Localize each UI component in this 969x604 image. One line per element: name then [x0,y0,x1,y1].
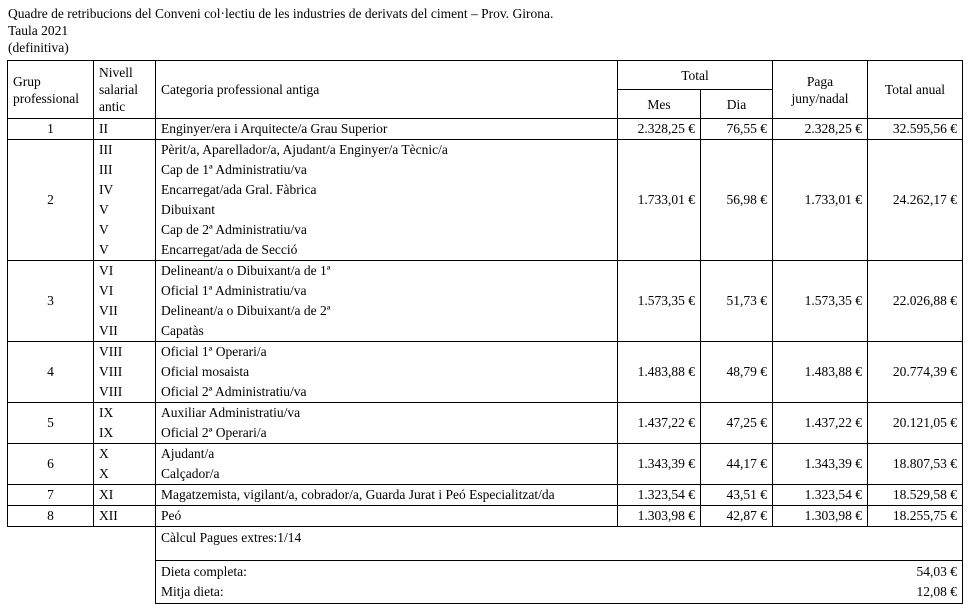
dia-value: 44,17 € [701,444,773,485]
categoria-item: Encarregat/ada Gral. Fàbrica [161,182,317,197]
mes-value: 1.573,35 € [618,261,701,342]
dia-value: 43,51 € [701,485,773,506]
categoria-item: Auxiliar Administratiu/va [161,405,301,420]
mes-value: 1.733,01 € [618,140,701,261]
total-anual-value: 22.026,88 € [868,261,963,342]
nivell-list [94,261,156,342]
header-mes: Mes [618,90,701,119]
nivell-item: XI [99,487,114,502]
nivell-item: V [99,222,109,237]
empty-cell [773,527,868,561]
mes-value: 1.303,98 € [618,506,701,527]
grup-number: 5 [8,403,94,444]
total-anual-value: 18.255,75 € [868,506,963,527]
paga-value: 1.437,22 € [773,403,868,444]
categoria-list [156,444,618,485]
group-row-6 [8,444,963,485]
nivell-item: VIII [99,364,123,379]
paga-value: 1.483,88 € [773,342,868,403]
categoria-item: Cap de 2ª Administratiu/va [161,222,307,237]
total-anual-value: 32.595,56 € [868,119,963,140]
header-grup-professional: Grup professional [8,61,94,119]
dieta-completa-value: 54,03 € [916,564,957,579]
group-row-5 [8,403,963,444]
categoria-item: Dibuixant [161,202,215,217]
nivell-list [94,485,156,506]
total-anual-value: 20.774,39 € [868,342,963,403]
mitja-dieta-label: Mitja dieta: [161,584,224,599]
categoria-item: Oficial 2ª Administratiu/va [161,384,307,399]
total-anual-value: 18.807,53 € [868,444,963,485]
categoria-list [156,342,618,403]
nivell-list [94,403,156,444]
categoria-list [156,485,618,506]
categoria-item: Peó [161,508,182,523]
blank-cell [8,561,156,604]
categoria-item: Oficial 2ª Operari/a [161,425,267,440]
footer-calcul-row [8,527,963,561]
mes-value: 1.437,22 € [618,403,701,444]
mitja-dieta-value: 12,08 € [916,584,957,599]
document-title-block [8,5,553,56]
nivell-item: V [99,202,109,217]
dia-value: 76,55 € [701,119,773,140]
header-categoria: Categoria professional antiga [156,61,618,119]
empty-cell [701,527,773,561]
mes-value: 2.328,25 € [618,119,701,140]
nivell-item: VIII [99,344,123,359]
nivell-list [94,342,156,403]
grup-number: 2 [8,140,94,261]
paga-value: 1.573,35 € [773,261,868,342]
nivell-item: VIII [99,384,123,399]
nivell-item: XII [99,508,118,523]
dia-value: 56,98 € [701,140,773,261]
paga-value: 2.328,25 € [773,119,868,140]
dia-value: 47,25 € [701,403,773,444]
nivell-item: IX [99,425,114,440]
categoria-item: Pèrit/a, Aparellador/a, Ajudant/a Enginyer/a Tècnic/a [161,142,448,157]
group-row-8 [8,506,963,527]
empty-cell [618,527,701,561]
dieta-completa-label: Dieta completa: [161,564,247,579]
header-dia: Dia [701,90,773,119]
empty-cell [701,561,773,604]
grup-number: 1 [8,119,94,140]
empty-cell [618,561,701,604]
categoria-list [156,140,618,261]
categoria-list [156,506,618,527]
nivell-list [94,140,156,261]
nivell-item: X [99,446,109,461]
categoria-list [156,119,618,140]
nivell-item: II [99,121,108,136]
group-row-2 [8,140,963,261]
categoria-item: Oficial 1ª Administratiu/va [161,283,307,298]
grup-number: 4 [8,342,94,403]
header-row-1 [8,61,963,90]
total-anual-value: 24.262,17 € [868,140,963,261]
categoria-list [156,403,618,444]
paga-value: 1.303,98 € [773,506,868,527]
mes-value: 1.323,54 € [618,485,701,506]
dia-value: 48,79 € [701,342,773,403]
nivell-item: V [99,242,109,257]
paga-value: 1.733,01 € [773,140,868,261]
group-row-7 [8,485,963,506]
nivell-item: X [99,466,109,481]
grup-number: 8 [8,506,94,527]
paga-value: 1.323,54 € [773,485,868,506]
nivell-list [94,119,156,140]
categoria-item: Delineant/a o Dibuixant/a de 1ª [161,263,331,278]
dia-value: 42,87 € [701,506,773,527]
header-nivell-salarial: Nivell salarial antic [94,61,156,119]
blank-cell [8,527,156,561]
mes-value: 1.343,39 € [618,444,701,485]
header-total: Total [618,61,773,90]
nivell-item: VI [99,263,114,278]
total-anual-value: 18.529,58 € [868,485,963,506]
empty-cell [773,561,868,604]
document-subtitle-year: Taula 2021 [8,23,69,38]
grup-number: 7 [8,485,94,506]
nivell-item: IV [99,182,114,197]
categoria-item: Oficial 1ª Operari/a [161,344,267,359]
nivell-item: VII [99,323,118,338]
grup-number: 6 [8,444,94,485]
paga-value: 1.343,39 € [773,444,868,485]
nivell-item: IX [99,405,114,420]
calcul-pagues-cell [156,527,618,561]
categoria-item: Enginyer/era i Arquitecte/a Grau Superior [161,121,388,136]
categoria-list [156,261,618,342]
header-paga-juny-nadal: Paga juny/nadal [773,61,868,119]
group-row-3 [8,261,963,342]
empty-cell [868,527,963,561]
nivell-item: VII [99,303,118,318]
nivell-item: III [99,162,113,177]
footer-dieta-row [8,561,963,604]
nivell-list [94,506,156,527]
categoria-item: Calçador/a [161,466,220,481]
header-total-anual: Total anual [868,61,963,119]
document-title: Quadre de retribucions del Conveni col·lectiu de les industries de derivats del ciment – Prov. Girona. [8,6,554,21]
calcul-pagues-label: Càlcul Pagues extres:1/14 [161,530,302,545]
categoria-item: Capatàs [161,323,204,338]
document-subtitle-status: (definitiva) [8,40,69,55]
nivell-item: VI [99,283,114,298]
categoria-item: Ajudant/a [161,446,215,461]
nivell-item: III [99,142,113,157]
group-row-4 [8,342,963,403]
nivell-list [94,444,156,485]
total-anual-value: 20.121,05 € [868,403,963,444]
categoria-item: Oficial mosaista [161,364,250,379]
dieta-labels-cell [156,561,618,604]
grup-number: 3 [8,261,94,342]
categoria-item: Magatzemista, vigilant/a, cobrador/a, Guarda Jurat i Peó Especialitzat/da [161,487,555,502]
group-row-1 [8,119,963,140]
mes-value: 1.483,88 € [618,342,701,403]
categoria-item: Cap de 1ª Administratiu/va [161,162,307,177]
dia-value: 51,73 € [701,261,773,342]
salary-table [7,60,963,604]
dieta-values-cell [868,561,963,604]
categoria-item: Delineant/a o Dibuixant/a de 2ª [161,303,331,318]
categoria-item: Encarregat/ada de Secció [161,242,298,257]
